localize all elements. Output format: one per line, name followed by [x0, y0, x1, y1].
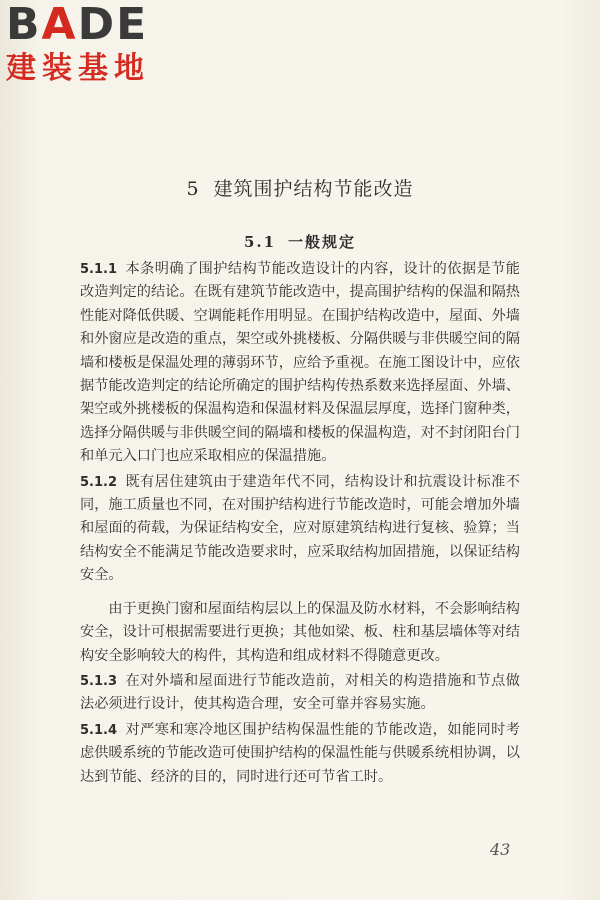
clause-5-1-4 [80, 719, 520, 789]
chapter-title-text: 建筑围护结构节能改造 [213, 178, 414, 200]
chapter-title [0, 174, 600, 201]
clause-5-1-2 [80, 471, 520, 588]
watermark-brand: BADE [6, 0, 149, 50]
clause-number: 5.1.3 [80, 673, 118, 689]
clause-text: 对严寒和寒冷地区围护结构保温性能的节能改造，如能同时考虑供暖系统的节能改造可使围护结构的保温性能与供暖系统相协调，以达到节能、经济的目的，同时进行还可节省工时。 [80, 721, 520, 785]
clause-text: 本条明确了围护结构节能改造设计的内容，设计的依据是节能改造判定的结论。在既有建筑节能改造中，提高围护结构的保温和隔热性能对降低供暖、空调能耗作用明显。在围护结构改造中，屋面、外墙和外窗应是改造的重点，架空或外挑楼板、分隔供暖与非供暖空间的隔墙和楼板是保温处理的薄弱环节，应给予重视。在施工图设计中，应依据节能改造判定的结论所确定的围护结构传热系数来选择屋面、外墙、架空或外挑楼板的保温构造和保温材料及保温层厚度，选择门窗种类，选择分隔供暖与非供暖空间的隔墙和楼板的保温构造，对不封闭阳台门和单元入口门也应采取相应的保温措施。 [80, 261, 520, 465]
section-number: 5.1 [243, 233, 277, 251]
section-title-text: 一般规定 [288, 233, 357, 251]
watermark-subtitle: 建装基地 [6, 51, 150, 86]
watermark-logo [6, 2, 150, 88]
clause-5-1-3 [80, 670, 520, 717]
page-number: 43 [490, 840, 511, 859]
body-text [80, 258, 520, 789]
section-title [0, 231, 600, 252]
clause-text: 在对外墙和屋面进行节能改造前，对相关的构造措施和节点做法必须进行设计，使其构造合理，安全可靠并容易实施。 [80, 672, 520, 713]
chapter-number: 5 [186, 178, 200, 200]
clause-number: 5.1.2 [80, 474, 118, 490]
clause-number: 5.1.4 [80, 722, 118, 738]
clause-text: 既有居住建筑由于建造年代不同，结构设计和抗震设计标准不同，施工质量也不同，在对围护结构进行节能改造时，可能会增加外墙和屋面的荷载，为保证结构安全，应对原建筑结构进行复核、验算；当结构安全不能满足节能改造要求时，应采取结构加固措施，以保证结构安全。 [80, 473, 520, 584]
clause-number: 5.1.1 [80, 262, 118, 277]
clause-5-1-2-continuation: 由于更换门窗和屋面结构层以上的保温及防水材料，不会影响结构安全，设计可根据需要进行更换；其他如梁、板、柱和基层墙体等对结构安全影响较大的构件，其构造和组成材料不得随意更改。 [80, 600, 520, 664]
clause-5-1-1 [80, 258, 520, 469]
